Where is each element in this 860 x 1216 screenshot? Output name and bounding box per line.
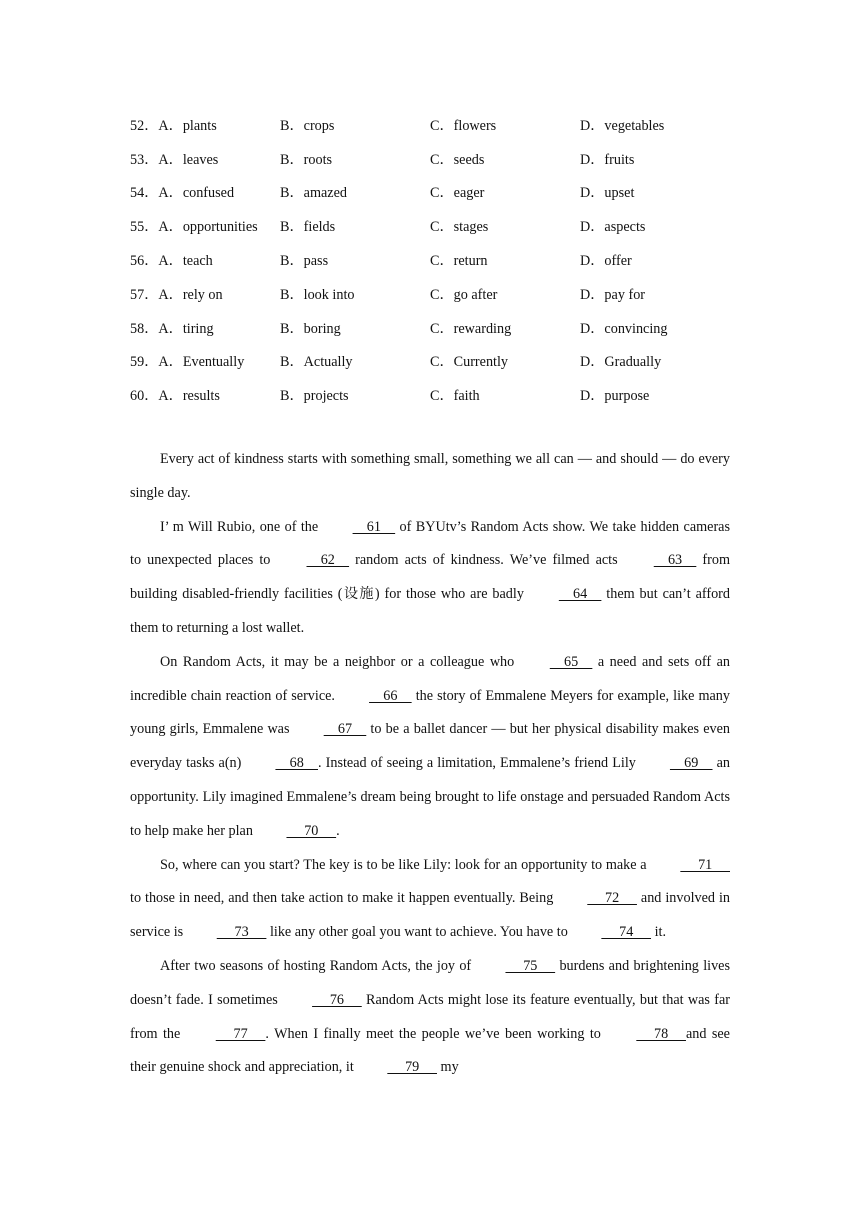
- passage-text: burdens and brightening lives doesn’t fade. I sometimes: [130, 957, 731, 1008]
- option-text: C．stages: [430, 219, 489, 236]
- blank-number: 66: [369, 687, 412, 704]
- blank-number: 76: [312, 991, 362, 1008]
- option-text: D．convincing: [580, 320, 668, 337]
- question-number: 57．: [130, 286, 159, 303]
- passage-text: to be a ballet dancer — but her physical disability makes even everyday tasks a(n): [130, 721, 730, 772]
- option-text: C．return: [430, 253, 488, 270]
- passage-text: I’ m Will Rubio, one of the: [160, 518, 323, 535]
- passage-text: . When I finally meet the people we’ve been working to: [265, 1025, 607, 1042]
- answer-option: [580, 284, 730, 304]
- answer-option: [280, 149, 430, 169]
- answer-option: [280, 385, 430, 405]
- answer-option: [130, 385, 280, 405]
- option-text: D．fruits: [580, 151, 635, 168]
- blank-number: 79: [387, 1059, 437, 1076]
- passage-text: .: [336, 822, 340, 839]
- blank-number: 65: [549, 653, 593, 670]
- question-row: [130, 378, 750, 412]
- passage-text: and involved in service is: [130, 890, 730, 941]
- passage-text: After two seasons of hosting Random Acts, the joy of: [160, 957, 476, 974]
- option-text: A．confused: [158, 185, 235, 202]
- passage-text: it.: [651, 924, 666, 941]
- question-number: 60．: [130, 388, 159, 405]
- option-text: A．opportunities: [158, 219, 258, 236]
- option-text: D．vegetables: [580, 117, 665, 134]
- answer-option: [280, 250, 430, 270]
- answer-option: [580, 385, 730, 405]
- passage-text: Random Acts might lose its feature eventually, but that was far from the: [130, 991, 730, 1042]
- answer-option: [280, 216, 430, 236]
- blank-number: 73: [216, 924, 267, 941]
- option-text: D．pay for: [580, 286, 646, 303]
- blank-number: 75: [505, 957, 556, 974]
- option-text: D．purpose: [580, 388, 650, 405]
- answer-option: [430, 115, 580, 135]
- option-text: B．roots: [280, 151, 333, 168]
- blank-number: 68: [275, 755, 318, 772]
- question-row: [130, 108, 750, 142]
- blank-number: 74: [601, 924, 652, 941]
- question-row: [130, 209, 750, 243]
- option-text: A．rely on: [158, 286, 223, 303]
- blank-number: 77: [215, 1025, 266, 1042]
- passage-text: to those in need, and then take action to make it happen eventually. Being: [130, 890, 558, 907]
- passage-text: and see their genuine shock and appreciation, it: [130, 1025, 730, 1076]
- blank-number: 78: [636, 1025, 686, 1042]
- option-text: B．pass: [280, 253, 329, 270]
- passage-text: my: [436, 1059, 459, 1076]
- passage-text: of BYUtv’s Random Acts show. We take hidden cameras to unexpected places to: [130, 518, 730, 569]
- blank-number: 64: [558, 586, 602, 603]
- passage-paragraph: [130, 511, 730, 646]
- option-text: D．upset: [580, 185, 635, 202]
- answer-option: [430, 351, 580, 371]
- answer-option: [130, 284, 280, 304]
- option-text: A．tiring: [158, 320, 214, 337]
- option-text: C．faith: [430, 388, 480, 405]
- option-text: C．seeds: [430, 151, 485, 168]
- blank-number: 70: [286, 822, 337, 839]
- answer-option: [580, 351, 730, 371]
- question-row: [130, 243, 750, 277]
- answer-option: [280, 318, 430, 338]
- question-row: [130, 176, 750, 210]
- answer-option: [130, 216, 280, 236]
- answer-option: [430, 250, 580, 270]
- option-text: C．go after: [430, 286, 498, 303]
- answer-option: [280, 182, 430, 202]
- option-text: A．leaves: [158, 151, 219, 168]
- answer-option: [130, 115, 280, 135]
- answer-option: [130, 182, 280, 202]
- passage-paragraph: [130, 443, 730, 511]
- option-text: C．rewarding: [430, 320, 512, 337]
- answer-options-table: [130, 108, 750, 412]
- blank-number: 72: [587, 890, 637, 907]
- answer-option: [430, 318, 580, 338]
- answer-option: [280, 351, 430, 371]
- passage-paragraph: [130, 950, 730, 1085]
- option-text: C．Currently: [430, 354, 509, 371]
- question-number: 54．: [130, 185, 159, 202]
- option-text: B．projects: [280, 388, 349, 405]
- answer-option: [430, 216, 580, 236]
- answer-option: [130, 250, 280, 270]
- passage-paragraph: [130, 849, 730, 950]
- answer-option: [280, 284, 430, 304]
- blank-number: 63: [653, 552, 697, 569]
- answer-option: [580, 115, 730, 135]
- passage-text: like any other goal you want to achieve. You have to: [266, 924, 572, 941]
- answer-option: [280, 115, 430, 135]
- question-row: [130, 311, 750, 345]
- answer-option: [580, 250, 730, 270]
- passage-text: them but can’t afford them to returning a lost wallet.: [130, 586, 730, 636]
- option-text: D．aspects: [580, 219, 646, 236]
- passage-text: So, where can you start? The key is to be like Lily: look for an opportunity to make a: [160, 856, 651, 873]
- question-number: 53．: [130, 151, 159, 168]
- passage-text: an opportunity. Lily imagined Emmalene’s dream being brought to life onstage and persuaded Random Acts to help make her plan: [130, 755, 730, 839]
- question-number: 56．: [130, 253, 159, 270]
- cloze-passage: [130, 443, 730, 1085]
- passage-text: the story of Emmalene Meyers for example, like many young girls, Emmalene was: [130, 687, 730, 738]
- passage-text: a need and sets off an incredible chain reaction of service.: [130, 653, 730, 704]
- passage-text: from building disabled-friendly facilities (设施) for those who are badly: [130, 552, 730, 603]
- option-text: A．plants: [158, 117, 217, 134]
- passage-text: . Instead of seeing a limitation, Emmalene’s friend Lily: [318, 755, 640, 772]
- answer-option: [580, 149, 730, 169]
- question-number: 55．: [130, 219, 159, 236]
- option-text: A．results: [158, 388, 220, 405]
- answer-option: [430, 385, 580, 405]
- answer-option: [430, 149, 580, 169]
- passage-text: On Random Acts, it may be a neighbor or a colleague who: [160, 653, 520, 670]
- option-text: B．amazed: [280, 185, 347, 202]
- blank-number: 67: [323, 721, 367, 738]
- answer-option: [580, 182, 730, 202]
- option-text: C．eager: [430, 185, 485, 202]
- answer-option: [430, 182, 580, 202]
- answer-option: [130, 149, 280, 169]
- passage-text: random acts of kindness. We’ve filmed acts: [349, 552, 624, 569]
- blank-number: 71: [680, 856, 730, 873]
- option-text: B．Actually: [280, 354, 353, 371]
- blank-number: 62: [306, 552, 350, 569]
- question-row: [130, 277, 750, 311]
- question-row: [130, 142, 750, 176]
- option-text: B．look into: [280, 286, 355, 303]
- answer-option: [130, 351, 280, 371]
- blank-number: 69: [669, 755, 713, 772]
- answer-option: [580, 216, 730, 236]
- passage-paragraph: [130, 646, 730, 849]
- option-text: C．flowers: [430, 117, 497, 134]
- passage-text: Every act of kindness starts with something small, something we all can — and should — do every single day.: [130, 451, 730, 501]
- blank-number: 61: [352, 518, 396, 535]
- option-text: B．fields: [280, 219, 336, 236]
- question-number: 52．: [130, 117, 159, 134]
- option-text: A．Eventually: [158, 354, 245, 371]
- option-text: D．offer: [580, 253, 632, 270]
- answer-option: [430, 284, 580, 304]
- question-row: [130, 345, 750, 379]
- question-number: 59．: [130, 354, 159, 371]
- option-text: B．crops: [280, 117, 335, 134]
- option-text: A．teach: [158, 253, 213, 270]
- answer-option: [580, 318, 730, 338]
- answer-option: [130, 318, 280, 338]
- option-text: D．Gradually: [580, 354, 662, 371]
- question-number: 58．: [130, 320, 159, 337]
- option-text: B．boring: [280, 320, 341, 337]
